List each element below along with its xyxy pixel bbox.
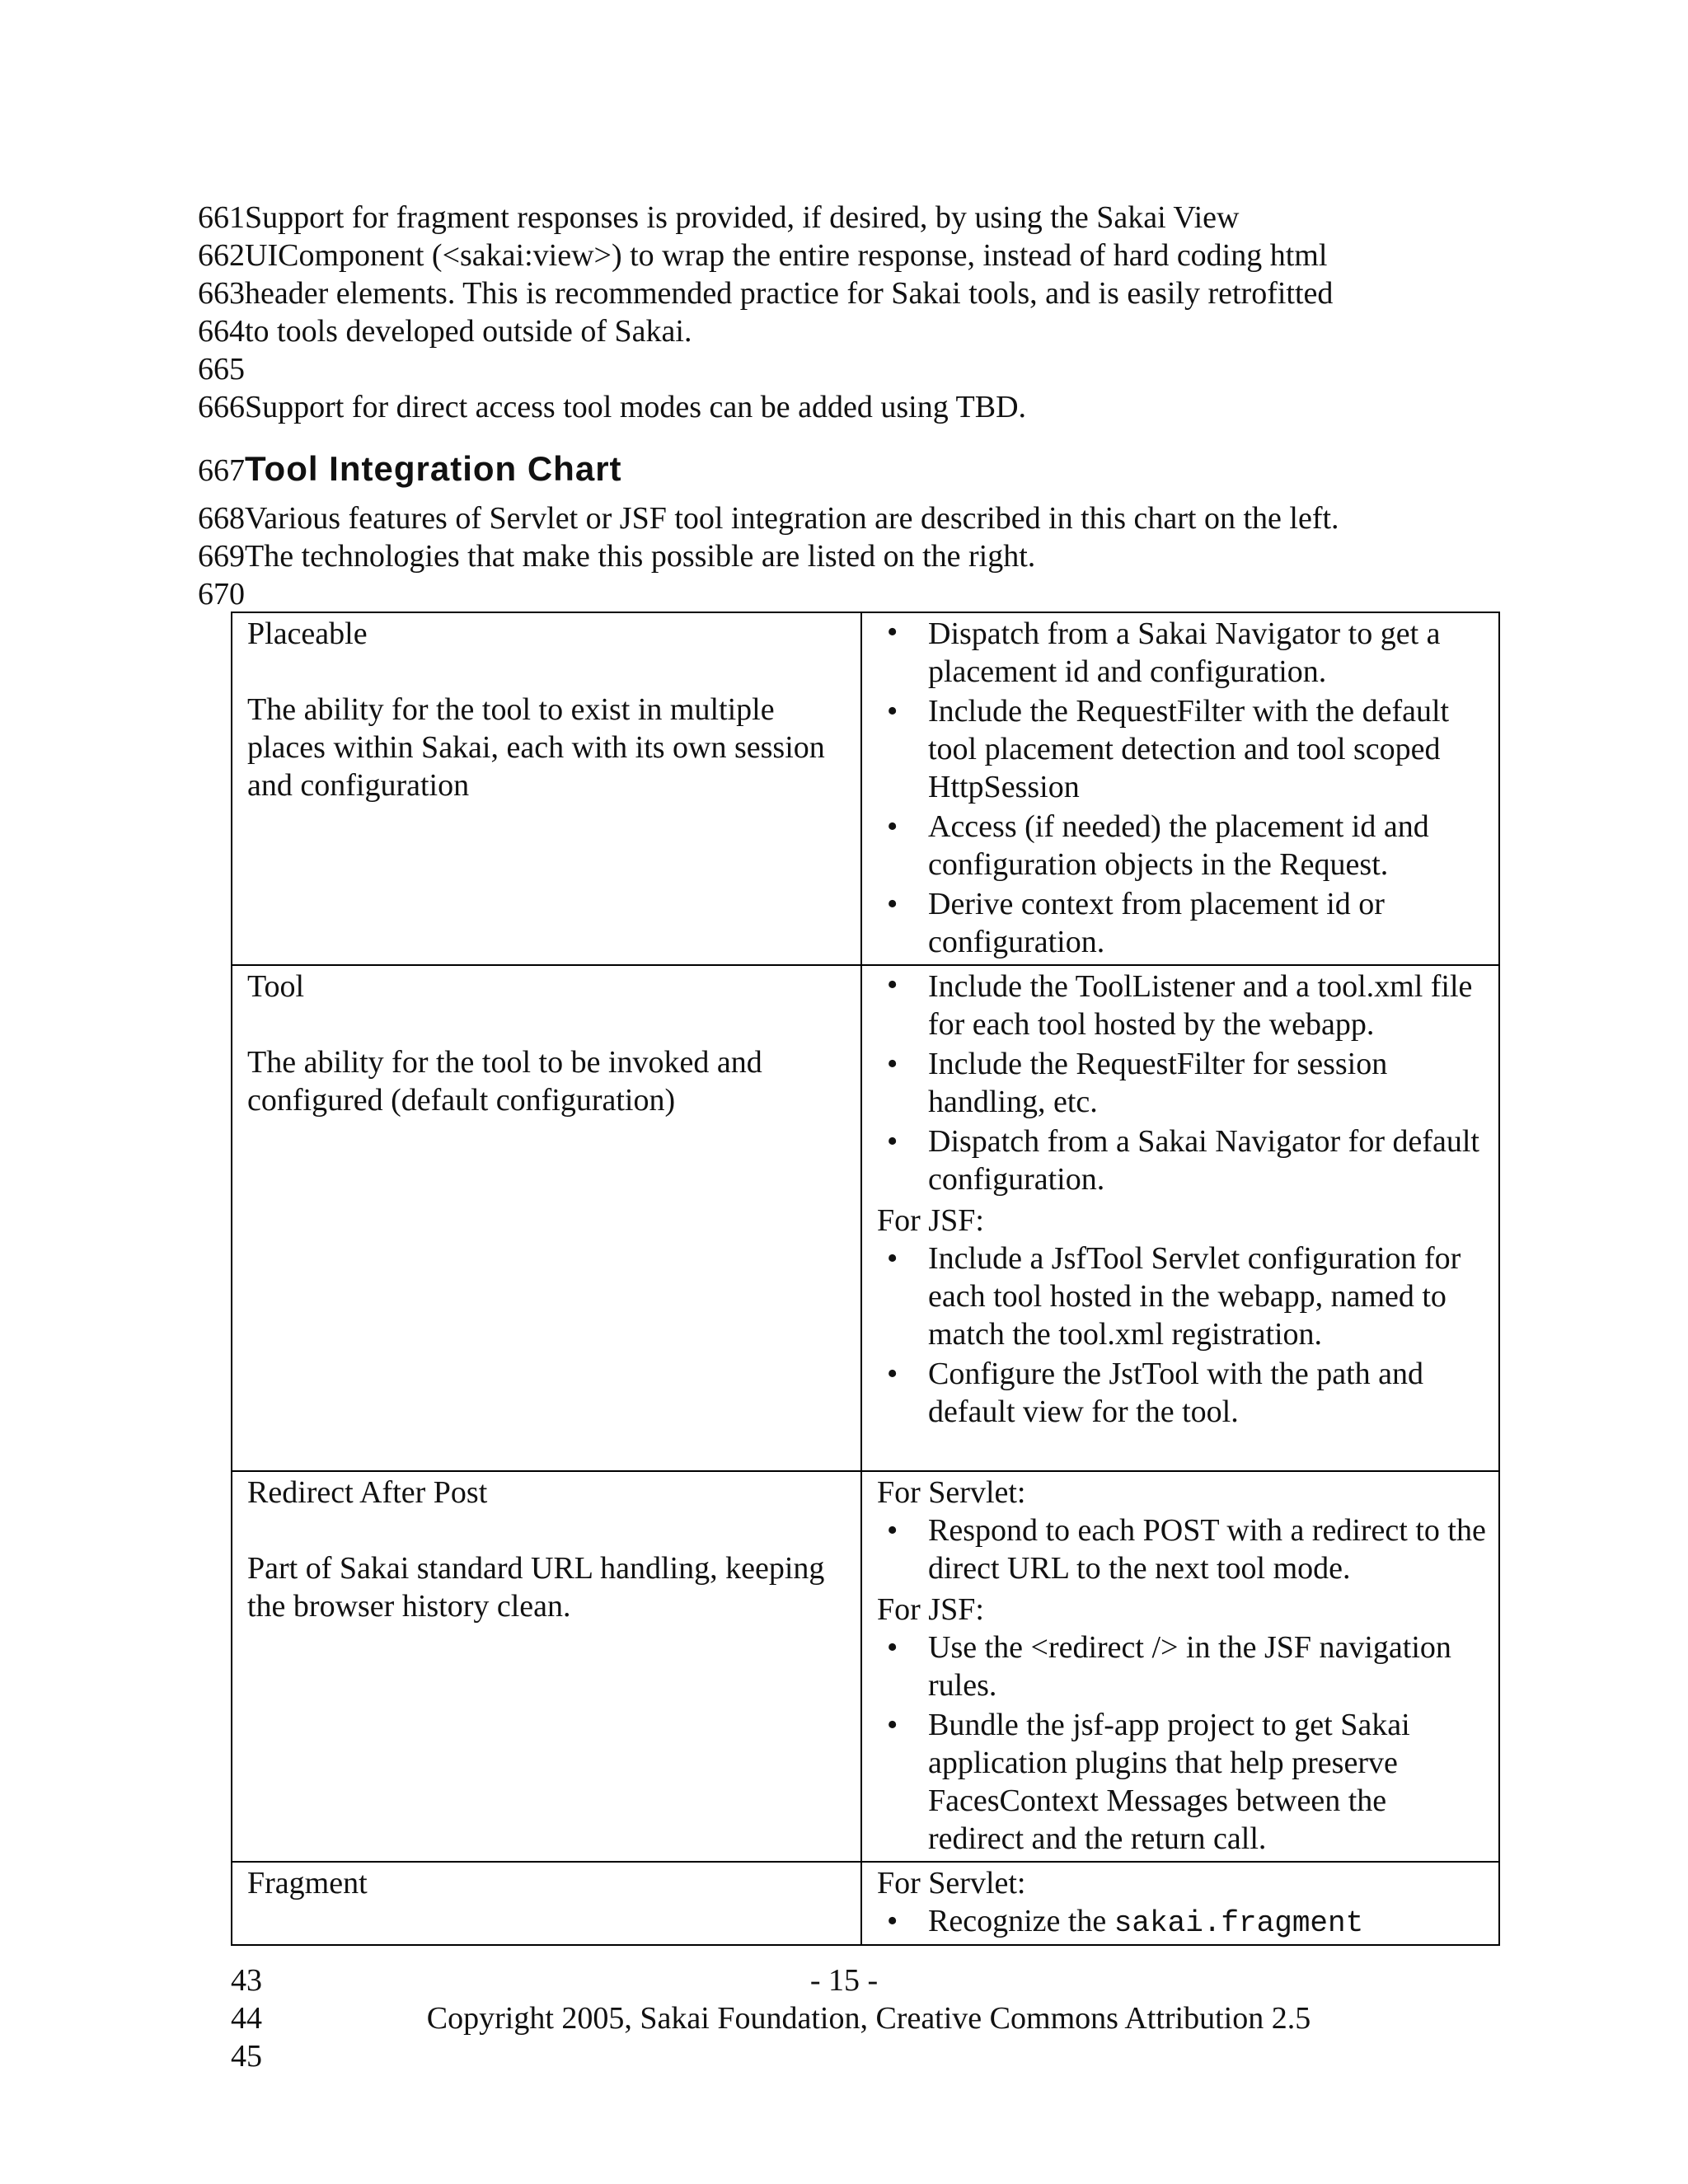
group-label: For Servlet: [877, 1866, 1026, 1900]
bullet-list [877, 1902, 1487, 1943]
table-row [232, 612, 1499, 965]
feature-name: Placeable [247, 616, 368, 651]
text-line: 665 [198, 352, 245, 387]
group-label: For JSF: [877, 1592, 984, 1627]
tool-integration-table [231, 612, 1500, 1946]
list-item: • Derive context from placement id or configuration. [877, 885, 1487, 961]
list-item: • Configure the JstTool with the path and default view for the tool. [877, 1355, 1487, 1431]
text-line: 661Support for fragment responses is provided, if desired, by using the Sakai View [198, 200, 1240, 235]
page-number: - 15 - [809, 1963, 879, 1998]
copyright-notice: Copyright 2005, Sakai Foundation, Creative Commons Attribution 2.5 [426, 2001, 1311, 2036]
bullet-list [877, 613, 1487, 961]
table-row [232, 965, 1499, 1471]
technology-cell [861, 1471, 1499, 1862]
text-line: 664to tools developed outside of Sakai. [198, 314, 692, 349]
list-item: • Dispatch from a Sakai Navigator for default configuration. [877, 1122, 1487, 1198]
feature-description: The ability for the tool to be invoked and configured (default configuration) [247, 1045, 762, 1118]
group-label: For JSF: [877, 1203, 984, 1238]
table-row-fragment [232, 1862, 1499, 1945]
list-item: • Respond to each POST with a redirect to the direct URL to the next tool mode. [877, 1511, 1487, 1587]
list-item: • Include a JsfTool Servlet configuration for each tool hosted in the webapp, named to match the tool.xml registration. [877, 1240, 1487, 1353]
feature-description: Part of Sakai standard URL handling, keeping the browser history clean. [247, 1551, 825, 1624]
feature-name: Redirect After Post [247, 1475, 488, 1510]
bullet-list [877, 1240, 1487, 1431]
bullet-list [877, 1629, 1487, 1858]
text-line: 662UIComponent (<sakai:view>) to wrap the entire response, instead of hard coding html [198, 238, 1328, 273]
table-row [232, 1471, 1499, 1862]
list-item: • Include the ToolListener and a tool.xml file for each tool hosted by the webapp. [877, 966, 1487, 1043]
list-item: • Use the <redirect /> in the JSF navigation rules. [877, 1629, 1487, 1704]
list-item: • Bundle the jsf-app project to get Sakai application plugins that help preserve FacesContext Messages between the redirect and the return call. [877, 1706, 1487, 1858]
list-item: • Access (if needed) the placement id and configuration objects in the Request. [877, 808, 1487, 883]
feature-name: Fragment [247, 1866, 368, 1900]
code-text: sakai.fragment [1114, 1906, 1364, 1940]
feature-cell [232, 1862, 861, 1945]
text-line: 669The technologies that make this possible are listed on the right. [198, 539, 1036, 574]
list-item: • Include the RequestFilter with the default tool placement detection and tool scoped HttpSession [877, 692, 1487, 806]
feature-cell [232, 965, 861, 1471]
bullet-list [877, 966, 1487, 1198]
group-label: For Servlet: [877, 1475, 1026, 1510]
feature-cell [232, 612, 861, 965]
feature-cell [232, 1471, 861, 1862]
technology-cell [861, 965, 1499, 1471]
text-line: 670 [198, 577, 245, 612]
footer-line-number: 43 [231, 1963, 262, 1998]
text-line: 663header elements. This is recommended practice for Sakai tools, and is easily retrofitted [198, 276, 1334, 311]
technology-cell [861, 1862, 1499, 1945]
bullet-list [877, 1511, 1487, 1587]
text-line: 668Various features of Servlet or JSF tool integration are described in this chart on the left. [198, 501, 1339, 536]
list-item: • Dispatch from a Sakai Navigator to get a placement id and configuration. [877, 613, 1487, 691]
footer-line-number: 44 [231, 2001, 262, 2036]
footer-line-number: 45 [231, 2039, 262, 2074]
technology-cell [861, 612, 1499, 965]
list-item: • Include the RequestFilter for session handling, etc. [877, 1045, 1487, 1121]
feature-name: Tool [247, 969, 305, 1004]
section-heading: 667Tool Integration Chart [198, 449, 622, 488]
text-line: 666Support for direct access tool modes can be added using TBD. [198, 390, 1027, 424]
list-item: • Recognize the sakai.fragment [877, 1902, 1487, 1943]
feature-description: The ability for the tool to exist in multiple places within Sakai, each with its own session and configuration [247, 692, 825, 803]
